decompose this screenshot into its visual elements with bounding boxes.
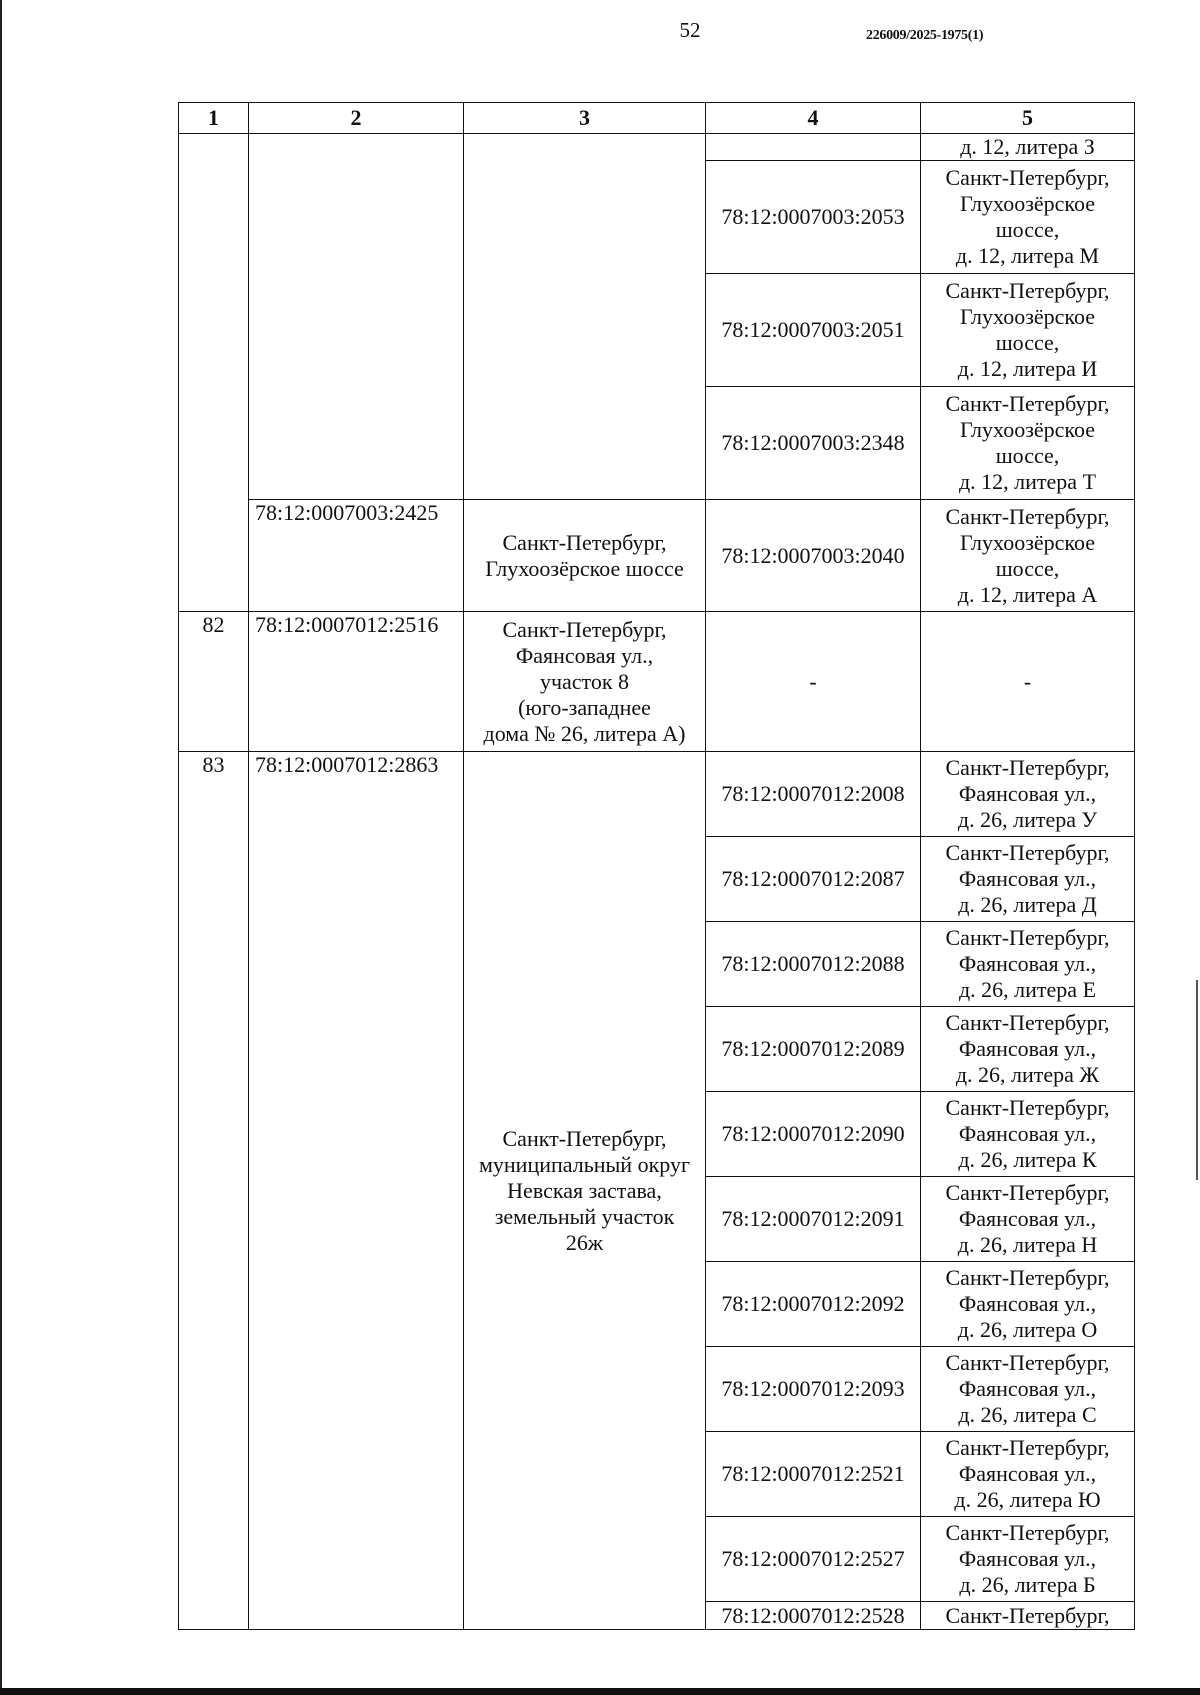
cell-building-address: Санкт-Петербург, Глухоозёрское шоссе, д. 12, литера А bbox=[921, 500, 1135, 612]
cell-building-address: Санкт-Петербург, Фаянсовая ул., д. 26, литера Н bbox=[921, 1177, 1135, 1262]
scan-edge-left bbox=[0, 0, 2, 1695]
cell-building-address: Санкт-Петербург, Фаянсовая ул., д. 26, литера У bbox=[921, 752, 1135, 837]
cell-building-id: 78:12:0007012:2091 bbox=[706, 1177, 921, 1262]
scan-edge-right bbox=[1196, 980, 1198, 1180]
cell-building-id: 78:12:0007003:2053 bbox=[706, 161, 921, 274]
cell-building-address: Санкт-Петербург, Фаянсовая ул., д. 26, литера Б bbox=[921, 1517, 1135, 1602]
page-number: 52 bbox=[679, 18, 701, 42]
cell-parcel-address: Санкт-Петербург, Глухоозёрское шоссе bbox=[464, 500, 706, 612]
cell-building-address: Санкт-Петербург, bbox=[921, 1602, 1135, 1630]
cell-building-id: 78:12:0007012:2092 bbox=[706, 1262, 921, 1347]
table-header-row bbox=[179, 103, 1135, 134]
cell-number-continued bbox=[179, 134, 249, 612]
cell-building-id: 78:12:0007012:2008 bbox=[706, 752, 921, 837]
column-header-5: 5 bbox=[921, 103, 1135, 134]
table-row bbox=[179, 500, 1135, 612]
cell-parcel-id: 78:12:0007012:2863 bbox=[249, 752, 464, 1630]
cell-address-continued bbox=[464, 134, 706, 500]
registry-table bbox=[178, 102, 1135, 1630]
cell-building-address: Санкт-Петербург, Фаянсовая ул., д. 26, литера Ж bbox=[921, 1007, 1135, 1092]
cell-building-address: Санкт-Петербург, Глухоозёрское шоссе, д. 12, литера М bbox=[921, 161, 1135, 274]
cell-building-address: Санкт-Петербург, Фаянсовая ул., д. 26, литера С bbox=[921, 1347, 1135, 1432]
column-header-3: 3 bbox=[464, 103, 706, 134]
cell-building-address: Санкт-Петербург, Фаянсовая ул., д. 26, литера Е bbox=[921, 922, 1135, 1007]
cell-building-address: Санкт-Петербург, Глухоозёрское шоссе, д. 12, литера Т bbox=[921, 387, 1135, 500]
scan-edge-bottom bbox=[0, 1688, 1200, 1695]
cell-building-id: 78:12:0007003:2348 bbox=[706, 387, 921, 500]
column-header-2: 2 bbox=[249, 103, 464, 134]
cell-building-address: Санкт-Петербург, Глухоозёрское шоссе, д. 12, литера И bbox=[921, 274, 1135, 387]
cell-row-number: 83 bbox=[179, 752, 249, 1630]
document-id: 226009/2025-1975(1) bbox=[866, 28, 984, 43]
column-header-1: 1 bbox=[179, 103, 249, 134]
cell-building-address: д. 12, литера З bbox=[921, 134, 1135, 161]
cell-building-address: - bbox=[921, 612, 1135, 752]
cell-building-id: 78:12:0007012:2089 bbox=[706, 1007, 921, 1092]
cell-building-id: 78:12:0007012:2088 bbox=[706, 922, 921, 1007]
table-row bbox=[179, 752, 1135, 837]
cell-row-number: 82 bbox=[179, 612, 249, 752]
cell-building-id: 78:12:0007012:2090 bbox=[706, 1092, 921, 1177]
cell-parcel-address: Санкт-Петербург, муниципальный округ Невская застава, земельный участок 26ж bbox=[464, 752, 706, 1630]
cell-building-id: 78:12:0007012:2528 bbox=[706, 1602, 921, 1630]
cell-building-id: 78:12:0007012:2087 bbox=[706, 837, 921, 922]
cell-building-address: Санкт-Петербург, Фаянсовая ул., д. 26, литера Ю bbox=[921, 1432, 1135, 1517]
cell-building-id: 78:12:0007012:2093 bbox=[706, 1347, 921, 1432]
cell-building-id: 78:12:0007003:2040 bbox=[706, 500, 921, 612]
table-row bbox=[179, 612, 1135, 752]
cell-building-id: - bbox=[706, 612, 921, 752]
cell-parcel-id: 78:12:0007012:2516 bbox=[249, 612, 464, 752]
table-row bbox=[179, 134, 1135, 161]
column-header-4: 4 bbox=[706, 103, 921, 134]
cell-building-id: 78:12:0007012:2521 bbox=[706, 1432, 921, 1517]
cell-building-address: Санкт-Петербург, Фаянсовая ул., д. 26, литера Д bbox=[921, 837, 1135, 922]
cell-building-id: 78:12:0007003:2051 bbox=[706, 274, 921, 387]
cell-parcel-address: Санкт-Петербург, Фаянсовая ул., участок 8 (юго-западнее дома № 26, литера А) bbox=[464, 612, 706, 752]
cell-building-address: Санкт-Петербург, Фаянсовая ул., д. 26, литера О bbox=[921, 1262, 1135, 1347]
cell-building-id: 78:12:0007012:2527 bbox=[706, 1517, 921, 1602]
cell-building-id bbox=[706, 134, 921, 161]
cell-parcel-id: 78:12:0007003:2425 bbox=[249, 500, 464, 612]
cell-building-address: Санкт-Петербург, Фаянсовая ул., д. 26, литера К bbox=[921, 1092, 1135, 1177]
cell-parcel-continued bbox=[249, 134, 464, 500]
